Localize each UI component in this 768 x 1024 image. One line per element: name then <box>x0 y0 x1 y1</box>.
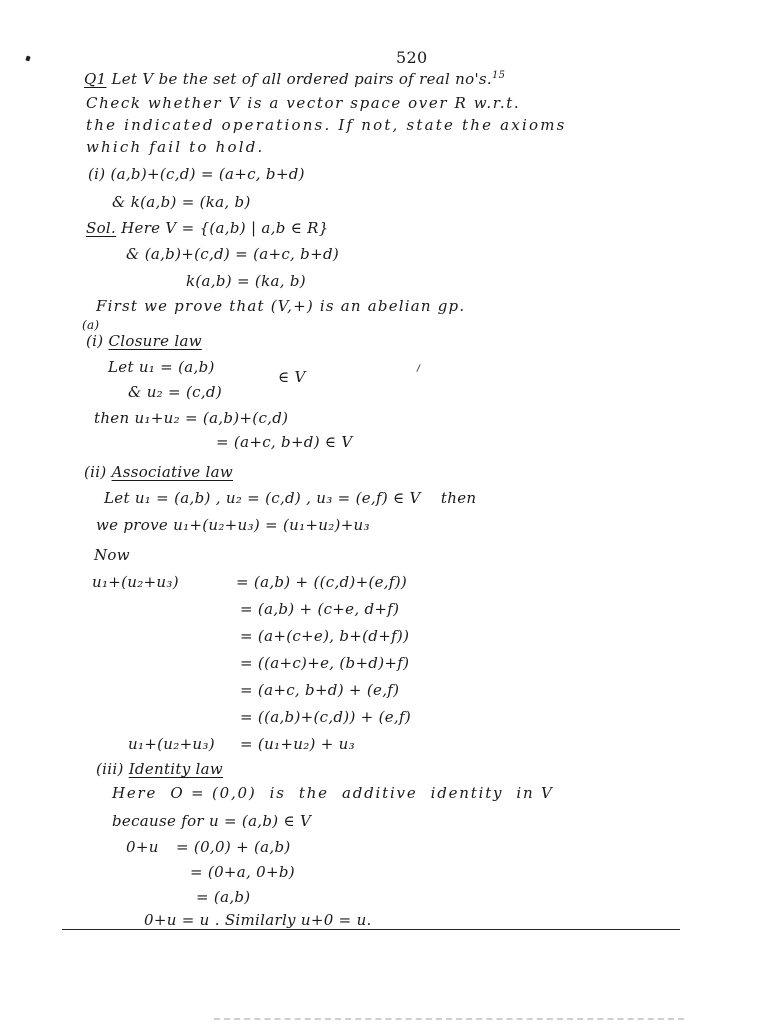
page-number: 520 <box>396 48 428 67</box>
associative-step-5: = (a+c, b+d) + (e,f) <box>240 681 400 699</box>
identity-line-2: because for u = (a,b) ∈ V <box>112 812 312 830</box>
bottom-rule <box>62 929 680 930</box>
given-scalar-mult: & k(a,b) = (ka, b) <box>112 193 251 211</box>
associative-step-2: = (a,b) + (c+e, d+f) <box>240 600 400 618</box>
closure-line-3: then u₁+u₂ = (a,b)+(c,d) <box>94 409 289 427</box>
associative-lhs: u₁+(u₂+u₃) <box>92 573 179 591</box>
closure-line-1: Let u₁ = (a,b) <box>108 358 215 376</box>
associative-heading: (ii) Associative law <box>84 463 234 481</box>
closure-belongs: ∈ V <box>278 368 306 386</box>
closure-line-2: & u₂ = (c,d) <box>128 383 222 401</box>
identity-lhs: 0+u <box>126 838 159 856</box>
footer-dashed-line <box>214 1018 684 1020</box>
identity-step-2: = (0+a, 0+b) <box>190 863 295 881</box>
identity-step-1: = (0,0) + (a,b) <box>176 838 291 856</box>
question-marks: 15 <box>491 70 506 81</box>
associative-step-1: = (a,b) + ((c,d)+(e,f)) <box>236 573 408 591</box>
associative-line-1: Let u₁ = (a,b) , u₂ = (c,d) , u₃ = (e,f) ∈ V then <box>104 489 477 507</box>
associative-step-3: = (a+(c+e), b+(d+f)) <box>240 627 410 645</box>
solution-label: Sol. <box>86 219 117 237</box>
solution-line-2: & (a,b)+(c,d) = (a+c, b+d) <box>126 245 340 263</box>
stray-ink-mark <box>25 55 30 61</box>
closure-heading: (i) Closure law <box>86 332 202 350</box>
question-line-1: Q1 Let V be the set of all ordered pairs of real no's.$^{15}$ <box>84 70 506 88</box>
associative-conclusion-rhs: = (u₁+u₂) + u₃ <box>240 735 355 753</box>
associative-step-4: = ((a+c)+e, (b+d)+f) <box>240 654 410 672</box>
solution-line-3: k(a,b) = (ka, b) <box>186 272 306 290</box>
identity-heading: (iii) Identity law <box>96 760 224 778</box>
part-a-label: (a) <box>82 318 100 332</box>
associative-now: Now <box>94 546 130 564</box>
question-line-4: which fail to hold. <box>86 138 265 156</box>
identity-conclusion: 0+u = u . Similarly u+0 = u. <box>144 911 372 929</box>
stray-pen-tick <box>416 364 420 372</box>
identity-line-1: Here O = (0,0) is the additive identity in V <box>112 784 554 802</box>
closure-line-4: = (a+c, b+d) ∈ V <box>216 433 353 451</box>
question-label: Q1 <box>84 70 107 88</box>
given-addition: (i) (a,b)+(c,d) = (a+c, b+d) <box>88 165 305 183</box>
solution-line-4: First we prove that (V,+) is an abelian gp. <box>96 297 466 315</box>
associative-step-6: = ((a,b)+(c,d)) + (e,f) <box>240 708 412 726</box>
identity-step-3: = (a,b) <box>196 888 251 906</box>
associative-line-2: we prove u₁+(u₂+u₃) = (u₁+u₂)+u₃ <box>96 516 370 534</box>
solution-line-1: Sol. Here V = {(a,b) | a,b ∈ R} <box>86 219 329 237</box>
associative-conclusion-lhs: u₁+(u₂+u₃) <box>128 735 215 753</box>
question-line-2: Check whether V is a vector space over R w.r.t. <box>86 94 521 112</box>
question-line-3: the indicated operations. If not, state the axioms <box>86 116 567 134</box>
